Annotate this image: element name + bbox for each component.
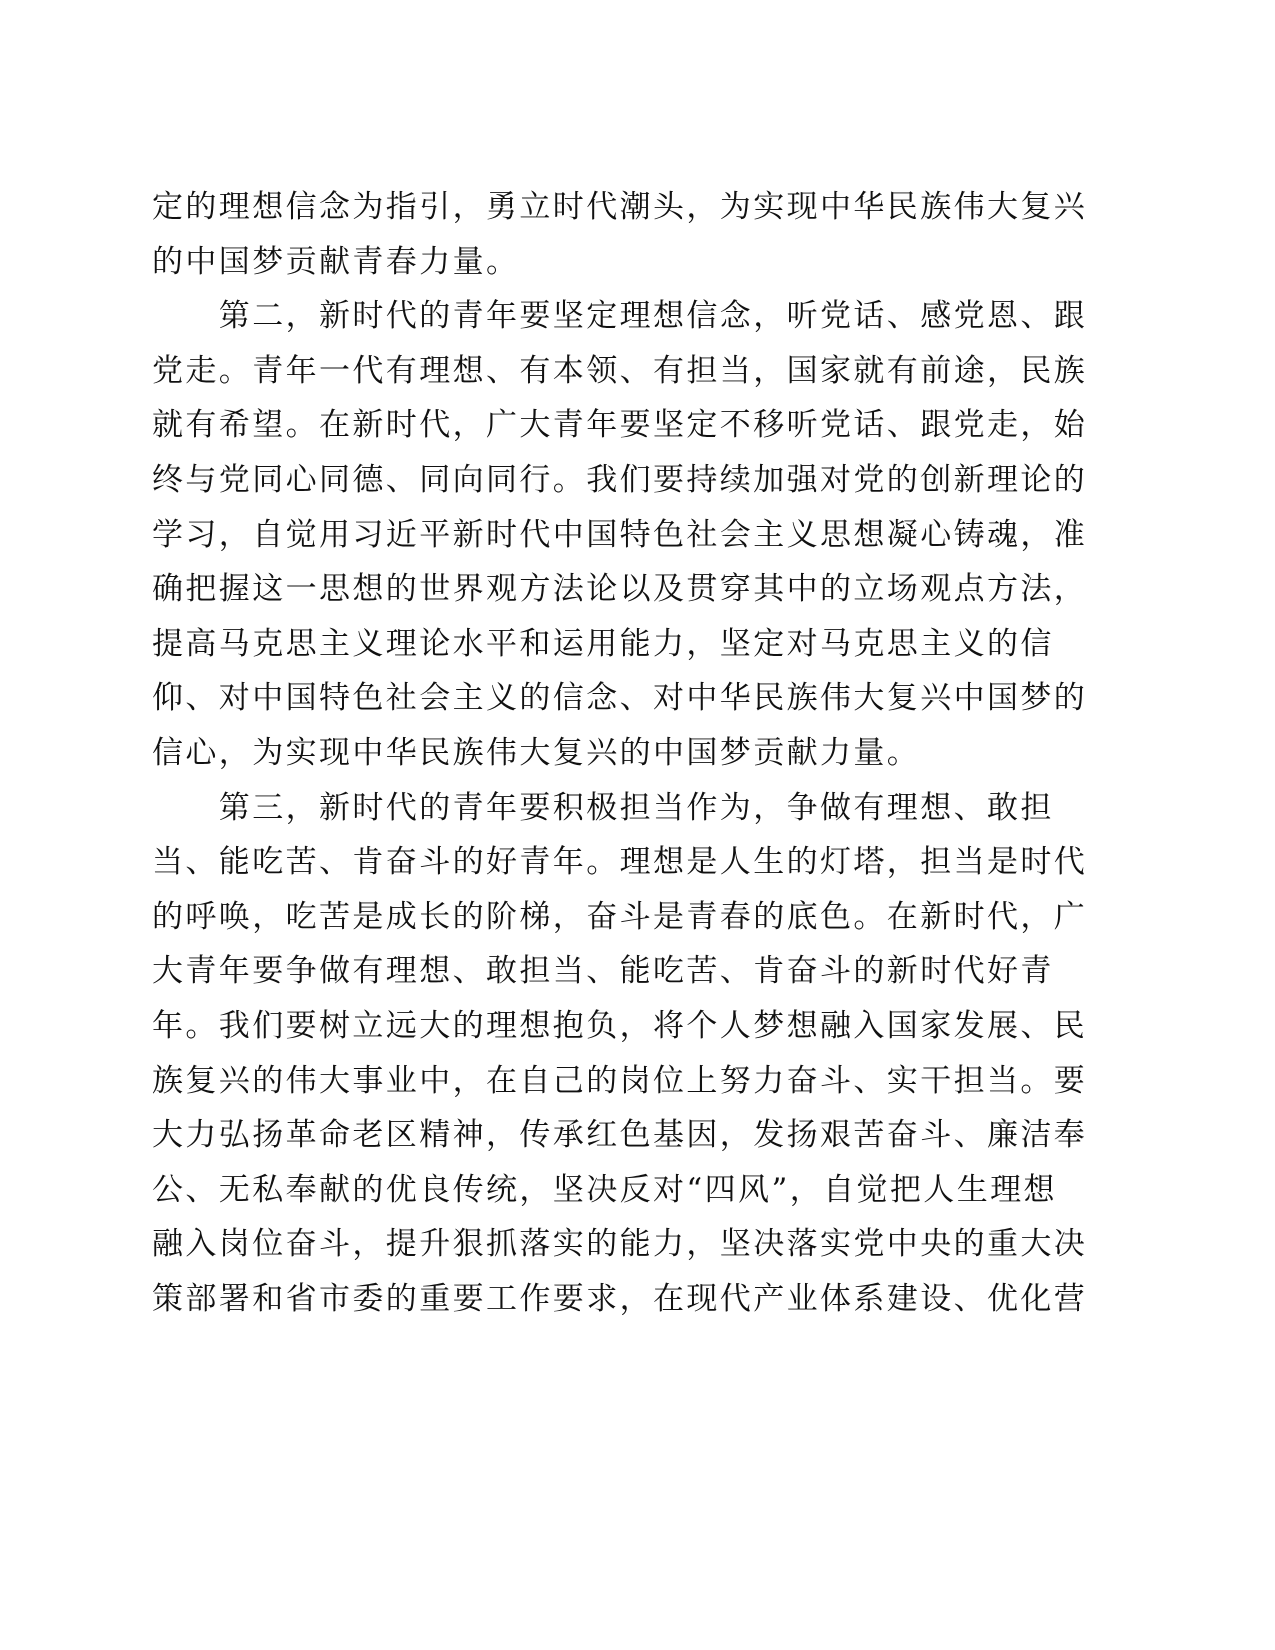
text-line: 党走。青年一代有理想、有本领、有担当，国家就有前途，民族 <box>152 352 1088 389</box>
text-line: 策部署和省市委的重要工作要求，在现代产业体系建设、优化营 <box>152 1280 1088 1317</box>
text-line: 学习，自觉用习近平新时代中国特色社会主义思想凝心铸魂，准 <box>152 516 1088 553</box>
text-line: 公、无私奉献的优良传统，坚决反对“四风”，自觉把人生理想 <box>152 1171 1057 1208</box>
text-line: 就有希望。在新时代，广大青年要坚定不移听党话、跟党走，始 <box>152 407 1088 444</box>
text-line: 年。我们要树立远大的理想抱负，将个人梦想融入国家发展、民 <box>152 1007 1088 1044</box>
text-line: 的中国梦贡献青春力量。 <box>152 243 520 280</box>
text-line: 提高马克思主义理论水平和运用能力，坚定对马克思主义的信 <box>152 625 1054 662</box>
text-line: 大青年要争做有理想、敢担当、能吃苦、肯奋斗的新时代好青 <box>152 953 1054 990</box>
text-line: 的呼唤，吃苦是成长的阶梯，奋斗是青春的底色。在新时代，广 <box>152 898 1088 935</box>
text-line: 信心，为实现中华民族伟大复兴的中国梦贡献力量。 <box>152 734 921 771</box>
text-line: 第二，新时代的青年要坚定理想信念，听党话、感党恩、跟 <box>152 298 1088 335</box>
text-line: 第三，新时代的青年要积极担当作为，争做有理想、敢担 <box>152 789 1054 826</box>
text-line: 当、能吃苦、肯奋斗的好青年。理想是人生的灯塔，担当是时代 <box>152 844 1088 881</box>
text-line: 定的理想信念为指引，勇立时代潮头，为实现中华民族伟大复兴 <box>152 189 1088 225</box>
text-line: 族复兴的伟大事业中，在自己的岗位上努力奋斗、实干担当。要 <box>152 1062 1088 1099</box>
text-line: 仰、对中国特色社会主义的信念、对中华民族伟大复兴中国梦的 <box>152 680 1088 717</box>
text-line: 终与党同心同德、同向同行。我们要持续加强对党的创新理论的 <box>152 461 1088 498</box>
text-line: 大力弘扬革命老区精神，传承红色基因，发扬艰苦奋斗、廉洁奉 <box>152 1117 1088 1154</box>
text-line: 确把握这一思想的世界观方法论以及贯穿其中的立场观点方法， <box>152 571 1088 608</box>
text-line: 融入岗位奋斗，提升狠抓落实的能力，坚决落实党中央的重大决 <box>152 1226 1088 1263</box>
body-text <box>152 180 1092 1326</box>
